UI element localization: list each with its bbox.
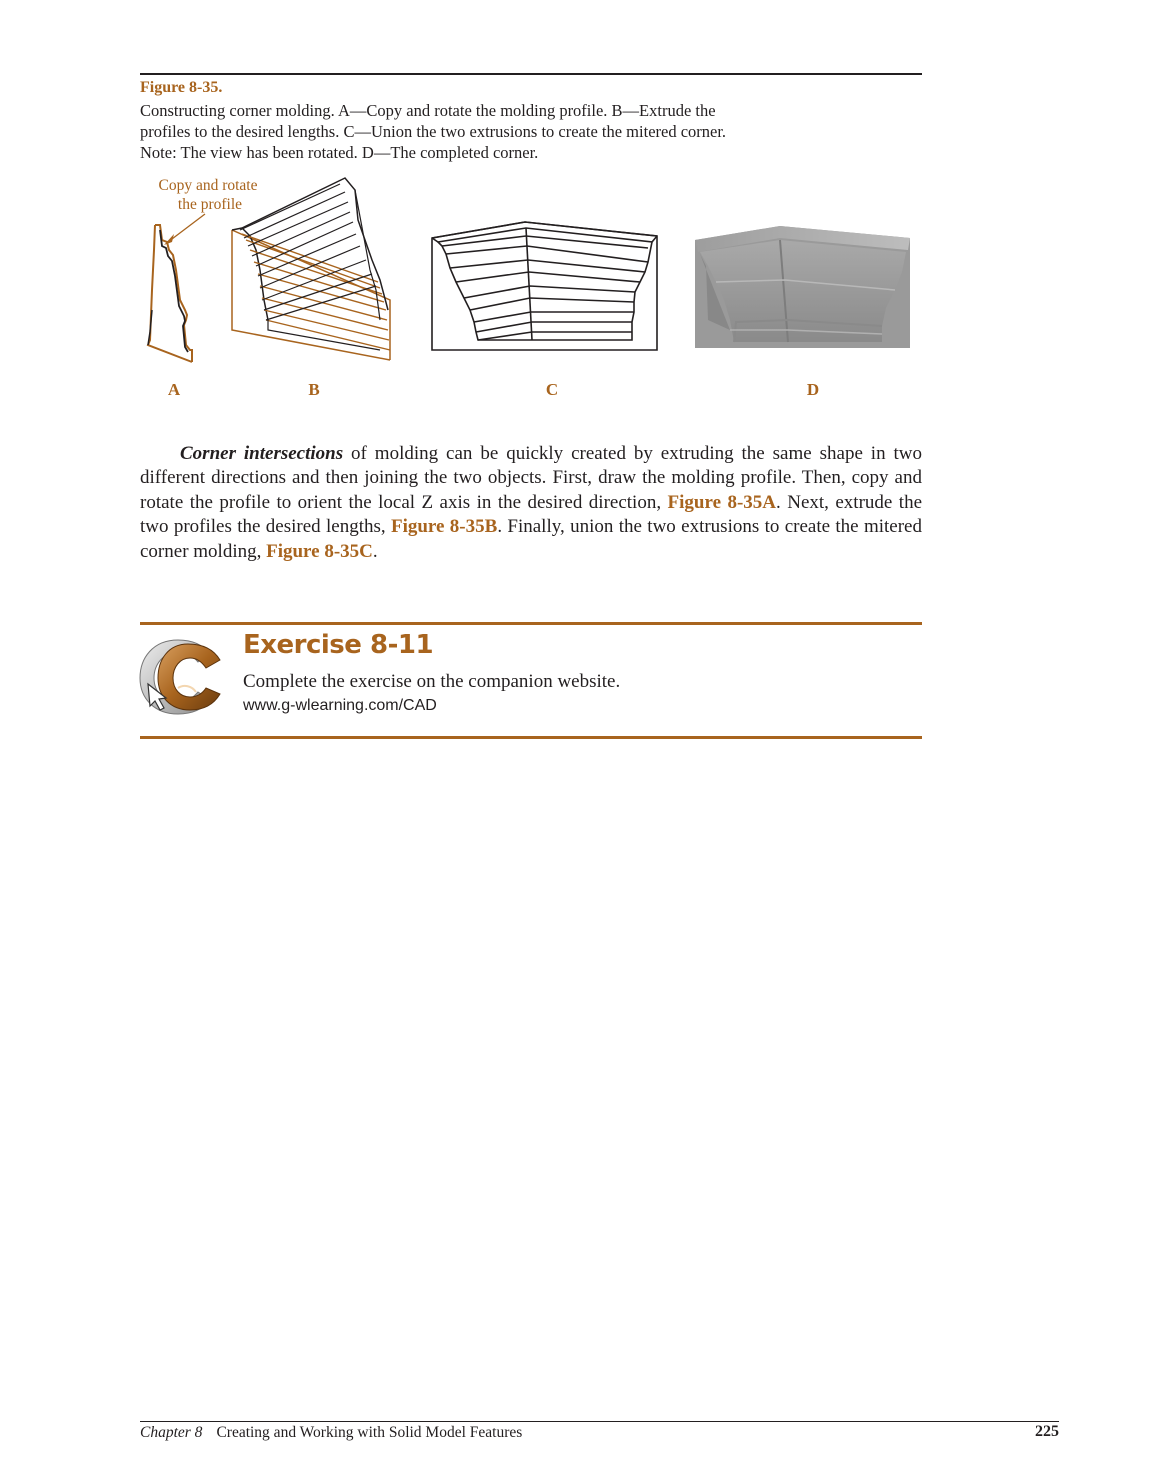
- body-text-run: of molding can be quickly created by extruding the same shape in two different directions and then joining the two objects. First, draw the molding profile. Then, copy and rotate the profile to orient the local Z axis in the desired direction,: [140, 443, 922, 513]
- figure-reference-c[interactable]: Figure 8-35C: [266, 540, 373, 562]
- body-text-run: .: [372, 540, 378, 562]
- panel-label-d: D: [806, 380, 820, 399]
- footer-chapter: Chapter 8: [140, 1424, 203, 1441]
- panel-c-drawing: [432, 222, 657, 350]
- exercise-top-rule: [140, 622, 922, 625]
- footer-rule: [140, 1421, 1059, 1422]
- caption-line: profiles to the desired lengths. C—Union the two extrusions to create the mitered corner.: [140, 122, 727, 141]
- figure-title: Figure 8-35.: [140, 79, 223, 96]
- figure-reference-b[interactable]: Figure 8-35B: [390, 516, 498, 538]
- key-term: Corner intersections: [180, 443, 344, 464]
- corner-molding-figure: [140, 170, 922, 410]
- running-footer: [140, 1424, 522, 1442]
- page-number: 225: [1035, 1423, 1059, 1440]
- panel-b-drawing: [232, 178, 390, 360]
- body-paragraph: [140, 442, 922, 564]
- body-text-run: . Next, extrude the two profiles the desired lengths,: [140, 491, 922, 538]
- exercise-bottom-rule: [140, 736, 922, 739]
- figure-caption: [140, 100, 922, 163]
- exercise-description: Complete the exercise on the companion website.: [243, 671, 621, 692]
- caption-line: Constructing corner molding. A—Copy and rotate the molding profile. B—Extrude the: [140, 101, 716, 120]
- exercise-title: Exercise 8-11: [243, 630, 434, 660]
- panel-label-a: A: [167, 380, 181, 399]
- footer-title: Creating and Working with Solid Model Features: [216, 1424, 523, 1441]
- companion-website-link[interactable]: www.g-wlearning.com/CAD: [243, 697, 437, 714]
- panel-label-c: C: [545, 380, 559, 399]
- body-text-run: . Finally, union the two extrusions to create the mitered corner molding,: [140, 516, 922, 562]
- callout-line: Copy and rotate: [158, 177, 258, 194]
- panel-d-rendering: [695, 226, 910, 348]
- figure-reference-a[interactable]: Figure 8-35A: [667, 491, 777, 513]
- callout-line: the profile: [177, 196, 243, 213]
- panel-a-drawing: [148, 214, 205, 362]
- figure-top-rule: [140, 73, 922, 75]
- companion-website-icon: [138, 636, 230, 718]
- panel-label-b: B: [308, 380, 320, 399]
- caption-line: Note: The view has been rotated. D—The completed corner.: [140, 143, 539, 162]
